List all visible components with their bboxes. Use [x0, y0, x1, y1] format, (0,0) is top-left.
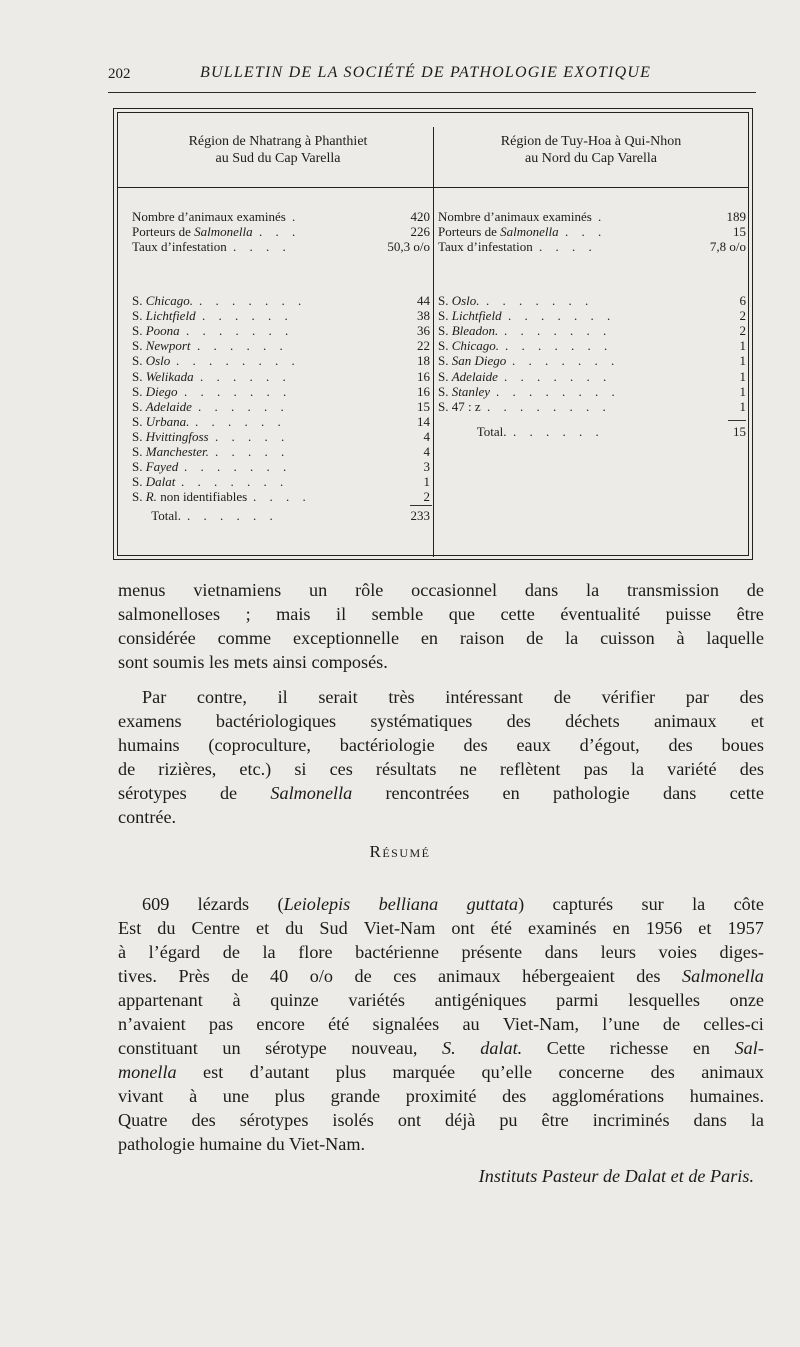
- row-label-text: Nombre d’animaux examinés: [438, 209, 592, 224]
- text-line: monella est d’autant plus marquée qu’elle concerne des animaux: [118, 1062, 764, 1082]
- serotype-row: [132, 459, 432, 474]
- species-name: Urbana.: [145, 413, 190, 429]
- species-prefix: S.: [438, 383, 452, 399]
- serotype-row: [132, 353, 432, 368]
- species-name: Chicago.: [451, 338, 500, 354]
- serotype-label: [132, 414, 189, 429]
- text-line: Est du Centre et du Sud Viet-Nam ont été examinés en 1956 et 1957: [118, 918, 764, 938]
- text-line: examens bactériologiques systématiques des déchets animaux et: [118, 711, 764, 731]
- total-value: 233: [410, 508, 430, 524]
- species-name: Oslo.: [451, 293, 480, 308]
- serotype-label: [438, 338, 499, 353]
- species-prefix: S.: [132, 293, 146, 308]
- paragraph-resume: [118, 892, 764, 1156]
- leader-dots: . . . . . .: [202, 308, 293, 324]
- right-region-header: [441, 133, 741, 167]
- leader-dots: . . . . . . . .: [496, 383, 620, 399]
- serotype-row: [132, 414, 432, 429]
- species-suffix: non identifiables: [156, 489, 248, 505]
- serotype-row: [438, 308, 746, 323]
- header-rule: [108, 92, 756, 93]
- species-prefix: S.: [438, 293, 452, 308]
- leader-dots: .: [292, 209, 301, 224]
- serotype-label: [132, 489, 247, 504]
- leader-dots: . . . . .: [215, 428, 290, 444]
- row-label-text: Taux d’infestation: [438, 239, 533, 254]
- serotype-row: [438, 384, 746, 399]
- species-prefix: S.: [132, 323, 146, 339]
- serotype-value: 1: [739, 368, 746, 384]
- text-line: de rizières, etc.) si ces résultats ne reflètent pas la variété des: [118, 759, 764, 779]
- total-label: [132, 508, 181, 523]
- serotype-label: [438, 293, 480, 308]
- summary-value: 420: [410, 209, 430, 224]
- running-title: BULLETIN DE LA SOCIÉTÉ DE PATHOLOGIE EXOTIQUE: [200, 64, 652, 81]
- serotype-label: [132, 429, 209, 444]
- species-name: Diego: [145, 383, 178, 399]
- leader-dots: . . . . . . .: [486, 293, 594, 308]
- summary-value: 189: [726, 209, 746, 224]
- species-prefix: S.: [438, 398, 452, 414]
- leader-dots: . . . .: [253, 489, 311, 505]
- species-prefix: S.: [132, 353, 146, 369]
- species-name: Welikada: [145, 368, 194, 384]
- row-label-text: Total.: [438, 423, 507, 439]
- species-name: Hvittingfoss: [145, 428, 209, 444]
- species-prefix: S.: [132, 459, 146, 475]
- serotype-value: 16: [417, 368, 430, 384]
- leader-dots: . . . . . . . .: [487, 398, 611, 414]
- text-line: contrée.: [118, 807, 177, 827]
- serotype-value: 18: [417, 353, 430, 369]
- leader-dots: . . . . . . . .: [176, 353, 300, 369]
- serotype-value: 2: [739, 308, 746, 324]
- serotype-value: 1: [739, 338, 746, 354]
- serotype-row: [438, 338, 746, 353]
- total-row: [132, 508, 432, 523]
- serotype-label: [132, 399, 192, 414]
- serotype-value: 4: [423, 444, 430, 459]
- summary-row: [438, 209, 746, 224]
- total-row: [438, 424, 746, 439]
- serotype-label: [132, 474, 175, 489]
- leader-dots: . . . . . . .: [184, 383, 292, 399]
- left-header-line: au Sud du Cap Varella: [215, 151, 341, 166]
- leader-dots: . . . . . . .: [184, 459, 292, 475]
- leader-dots: . . . . . .: [187, 508, 278, 524]
- text-line: humains (coproculture, bactériologie des eaux d’égout, des boues: [118, 735, 764, 755]
- text-line: constituant un sérotype nouveau, S. dalat. Cette richesse en Sal-: [118, 1038, 764, 1058]
- serotype-label: [438, 369, 498, 384]
- row-label-text: Nombre d’animaux examinés: [132, 209, 286, 224]
- text-line: tives. Près de 40 o/o de ces animaux hébergeaient des Salmonella: [118, 966, 764, 986]
- species-name: Oslo: [145, 353, 171, 369]
- leader-dots: .: [598, 209, 607, 224]
- total-value: 15: [733, 423, 746, 439]
- species-prefix: S.: [132, 474, 146, 490]
- summary-label: [438, 209, 592, 224]
- serotype-value: 15: [417, 398, 430, 414]
- species-prefix: S.: [132, 428, 146, 444]
- species-prefix: S.: [438, 353, 452, 369]
- row-label-text: Taux d’infestation: [132, 239, 227, 254]
- serotype-row: [438, 353, 746, 368]
- text-line: Par contre, il serait très intéressant de vérifier par des: [142, 687, 764, 707]
- species-name: Adelaide: [145, 398, 192, 414]
- text-line: considérée comme exceptionnelle en raison de la cuisson à laquelle: [118, 628, 764, 648]
- text-line: Quatre des sérotypes isolés ont déjà pu être incriminés dans la: [118, 1110, 764, 1130]
- species-name: Fayed: [145, 459, 179, 475]
- serotype-value: 36: [417, 323, 430, 339]
- serotype-value: 2: [423, 489, 430, 505]
- species-prefix: S.: [438, 338, 452, 354]
- species-name: Stanley: [451, 383, 490, 399]
- serotype-value: 14: [417, 413, 430, 429]
- serotype-value: 38: [417, 308, 430, 324]
- serotype-value: 3: [423, 459, 430, 475]
- serotype-value: 44: [417, 293, 430, 308]
- serotype-row: [132, 489, 432, 504]
- summary-label: [438, 239, 533, 254]
- species-name: Newport: [145, 338, 191, 354]
- serotype-label: [132, 308, 196, 323]
- species-name: Adelaide: [451, 368, 498, 384]
- serotype-label: [132, 323, 180, 338]
- species-prefix: S.: [132, 338, 146, 354]
- species-prefix: S.: [132, 308, 146, 324]
- resume-heading: Résumé: [369, 842, 431, 861]
- serotype-label: [438, 308, 502, 323]
- leader-dots: . . . . .: [215, 444, 290, 459]
- species-name: Poona: [145, 323, 180, 339]
- species-prefix: S.: [132, 398, 146, 414]
- serotype-value: 4: [423, 428, 430, 444]
- paragraph-continuation: [118, 578, 764, 674]
- serotype-row: [132, 429, 432, 444]
- leader-dots: . . .: [565, 224, 607, 239]
- text-line: à l’égard de la flore bactérienne présente dans leurs voies diges-: [118, 942, 764, 962]
- page-header: [108, 66, 753, 92]
- serotype-value: 16: [417, 383, 430, 399]
- right-header-line: Région de Tuy-Hoa à Qui-Nhon: [500, 134, 682, 149]
- summary-value: 7,8 o/o: [709, 239, 746, 254]
- row-label-italic: Salmonella: [194, 224, 253, 239]
- text-line: 609 lézards (Leiolepis belliana guttata) capturés sur la côte: [142, 894, 764, 914]
- species-name: Lichtfield: [145, 308, 196, 324]
- summary-label: [132, 224, 253, 239]
- table-column-divider: [433, 127, 434, 557]
- summary-value: 226: [410, 224, 430, 239]
- serotype-row: [438, 323, 746, 338]
- leader-dots: . . . . . .: [513, 423, 604, 439]
- serotype-value: 22: [417, 338, 430, 354]
- species-name: San Diego: [451, 353, 507, 369]
- serotype-row: [438, 293, 746, 308]
- leader-dots: . . . .: [539, 239, 597, 254]
- text-line: appartenant à quinze variétés antigéniques parmi lesquelles onze: [118, 990, 764, 1010]
- leader-dots: . . . . . .: [198, 398, 289, 414]
- salmonella-table: [117, 112, 749, 556]
- serotype-value: 1: [739, 353, 746, 369]
- serotype-label: [132, 293, 193, 308]
- serotype-row: [132, 369, 432, 384]
- serotype-row: [132, 399, 432, 414]
- right-total-rule: [728, 420, 746, 421]
- species-prefix: S.: [132, 413, 146, 429]
- summary-row: [438, 224, 746, 239]
- species-name: Manchester.: [145, 444, 209, 459]
- species-prefix: S.: [132, 383, 146, 399]
- species-name: R.: [145, 489, 157, 505]
- summary-value: 50,3 o/o: [387, 239, 430, 254]
- serotype-value: 1: [423, 474, 430, 490]
- serotype-label: [132, 384, 178, 399]
- serotype-label: [438, 399, 481, 414]
- summary-row: [132, 239, 432, 254]
- summary-label: [438, 224, 559, 239]
- summary-row: [132, 224, 432, 239]
- serotype-row: [132, 323, 432, 338]
- species-name: Bleadon.: [451, 323, 499, 339]
- left-header-line: Région de Nhatrang à Phanthiet: [188, 134, 368, 149]
- total-label: [438, 424, 507, 439]
- serotype-value: 1: [739, 383, 746, 399]
- left-total-rule: [410, 505, 432, 506]
- leader-dots: . . . . . . .: [181, 474, 289, 490]
- text-line: sérotypes de Salmonella rencontrées en pathologie dans cette: [118, 783, 764, 803]
- serotype-row: [132, 338, 432, 353]
- serotype-label: [132, 369, 194, 384]
- leader-dots: . . .: [259, 224, 301, 239]
- serotype-label: [132, 459, 178, 474]
- leader-dots: . . . . . . .: [512, 353, 620, 369]
- row-label-text: Total.: [132, 508, 182, 524]
- summary-row: [438, 239, 746, 254]
- leader-dots: . . . . . .: [200, 368, 291, 384]
- serotype-value: 2: [739, 323, 746, 339]
- species-name: Dalat: [145, 474, 176, 490]
- species-prefix: S.: [132, 368, 146, 384]
- page-number: 202: [108, 66, 131, 82]
- serotype-label: [438, 384, 490, 399]
- leader-dots: . . . . . . .: [508, 308, 616, 324]
- table-header-rule: [118, 187, 748, 188]
- serotype-row: [132, 444, 432, 459]
- serotype-label: [132, 444, 209, 459]
- serotype-row: [132, 384, 432, 399]
- signature-line: Instituts Pasteur de Dalat et de Paris.: [478, 1166, 754, 1186]
- left-region-header: [128, 133, 428, 167]
- text-line: sont soumis les mets ainsi composés.: [118, 652, 388, 672]
- paragraph-verification: [118, 685, 764, 829]
- text-line: vivant à une plus grande proximité des agglomérations humaines.: [118, 1086, 764, 1106]
- row-label-text: Porteurs de: [132, 224, 195, 239]
- right-header-line: au Nord du Cap Varella: [525, 151, 657, 166]
- serotype-label: [438, 353, 506, 368]
- summary-value: 15: [733, 224, 746, 239]
- leader-dots: . . . . . . .: [186, 323, 294, 339]
- leader-dots: . . . . . .: [195, 413, 286, 429]
- serotype-value: 6: [739, 293, 746, 308]
- species-name: Chicago.: [145, 293, 194, 308]
- serotype-label: [132, 353, 170, 368]
- species-prefix: S.: [438, 323, 452, 339]
- row-label-italic: Salmonella: [500, 224, 559, 239]
- leader-dots: . . . .: [233, 239, 291, 254]
- serotype-row: [132, 308, 432, 323]
- species-name: Lichtfield: [451, 308, 502, 324]
- serotype-row: [438, 369, 746, 384]
- serotype-label: [438, 323, 498, 338]
- leader-dots: . . . . . . .: [504, 368, 612, 384]
- summary-label: [132, 239, 227, 254]
- species-prefix: S.: [438, 368, 452, 384]
- serotype-row: [132, 474, 432, 489]
- leader-dots: . . . . . . .: [505, 338, 613, 354]
- species-prefix: S.: [132, 489, 146, 505]
- leader-dots: . . . . . . .: [504, 323, 612, 339]
- text-line: menus vietnamiens un rôle occasionnel dans la transmission de: [118, 580, 764, 600]
- leader-dots: . . . . . .: [197, 338, 288, 354]
- species-prefix: S.: [438, 308, 452, 324]
- serotype-row: [438, 399, 746, 414]
- species-suffix: 47 : z: [451, 398, 481, 414]
- text-line: salmonelloses ; mais il semble que cette éventualité puisse être: [118, 604, 764, 624]
- summary-label: [132, 209, 286, 224]
- serotype-row: [132, 293, 432, 308]
- serotype-label: [132, 338, 191, 353]
- serotype-value: 1: [739, 398, 746, 414]
- text-line: pathologie humaine du Viet-Nam.: [118, 1134, 366, 1154]
- species-prefix: S.: [132, 444, 146, 459]
- leader-dots: . . . . . . .: [199, 293, 307, 308]
- text-line: n’avaient pas encore été signalées au Viet-Nam, l’une de celles-ci: [118, 1014, 764, 1034]
- row-label-text: Porteurs de: [438, 224, 501, 239]
- summary-row: [132, 209, 432, 224]
